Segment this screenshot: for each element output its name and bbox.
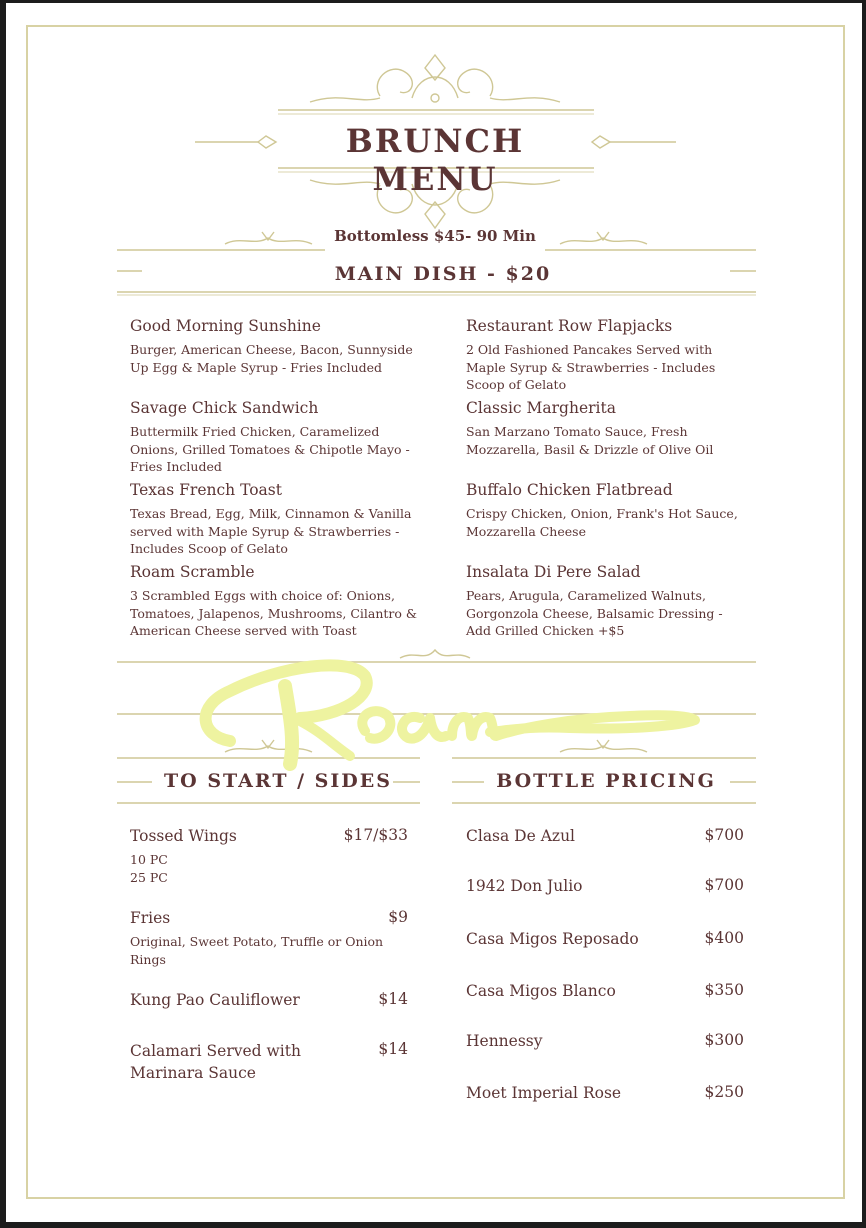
- menu-subtitle: Bottomless $45- 90 Min: [334, 227, 536, 245]
- bottle-item: [466, 929, 686, 949]
- item-description: 2 Old Fashioned Pancakes Served with Maple Syrup & Strawberries - Includes Scoop of Gelato: [466, 342, 716, 392]
- bottle-price: $400: [704, 929, 744, 947]
- item-name: Calamari Served with Marinara Sauce: [130, 1042, 301, 1082]
- item-name: Restaurant Row Flapjacks: [466, 317, 673, 335]
- menu-item: [130, 398, 420, 476]
- item-name: Classic Margherita: [466, 399, 616, 417]
- item-price: $14: [378, 1040, 408, 1058]
- bottle-name: Hennessy: [466, 1032, 543, 1050]
- bottle-item: [466, 1083, 686, 1103]
- bottle-name: Moet Imperial Rose: [466, 1084, 622, 1102]
- item-name: Good Morning Sunshine: [130, 317, 321, 335]
- item-name: Kung Pao Cauliflower: [130, 991, 300, 1009]
- item-description: Burger, American Cheese, Bacon, Sunnyside Up Egg & Maple Syrup - Fries Included: [130, 342, 413, 375]
- menu-item: [466, 316, 751, 394]
- item-description: Original, Sweet Potato, Truffle or Onion Rings: [130, 934, 384, 967]
- menu-item: [130, 1040, 320, 1084]
- menu-title: BRUNCH MENU: [345, 122, 525, 198]
- item-price: $14: [378, 990, 408, 1008]
- bottle-item: [466, 981, 686, 1001]
- main-dish-heading: MAIN DISH - $20: [334, 263, 552, 285]
- bottle-name: 1942 Don Julio: [466, 877, 583, 895]
- item-option: 25 PC: [130, 869, 168, 885]
- menu-item: [130, 480, 420, 558]
- bottle-item: [466, 826, 686, 846]
- bottle-price: $300: [704, 1031, 744, 1049]
- bottle-name: Casa Migos Blanco: [466, 982, 616, 1000]
- bottle-price: $700: [704, 876, 744, 894]
- item-name: Fries: [130, 909, 171, 927]
- menu-item: [466, 398, 751, 458]
- item-price: $9: [388, 908, 408, 926]
- item-description: Pears, Arugula, Caramelized Walnuts, Gorgonzola Cheese, Balsamic Dressing - Add Grilled Chicken +$5: [466, 588, 723, 638]
- bottle-price: $700: [704, 826, 744, 844]
- menu-item: [466, 562, 751, 640]
- menu-item: [130, 562, 420, 640]
- bottle-pricing-heading: BOTTLE PRICING: [496, 770, 716, 792]
- bottle-item: [466, 876, 686, 896]
- item-description: Texas Bread, Egg, Milk, Cinnamon & Vanilla served with Maple Syrup & Strawberries - Includes Scoop of Gelato: [130, 506, 412, 556]
- bottle-name: Casa Migos Reposado: [466, 930, 639, 948]
- item-name: Roam Scramble: [130, 563, 255, 581]
- roam-logo-icon: [190, 646, 700, 771]
- item-name: Insalata Di Pere Salad: [466, 563, 641, 581]
- sides-heading: TO START / SIDES: [164, 770, 392, 792]
- bottle-price: $350: [704, 981, 744, 999]
- bottle-name: Clasa De Azul: [466, 827, 576, 845]
- item-description: [130, 851, 360, 886]
- item-name: Savage Chick Sandwich: [130, 399, 319, 417]
- item-name: Tossed Wings: [130, 827, 237, 845]
- menu-item: [130, 316, 420, 376]
- item-option: 10 PC: [130, 852, 168, 867]
- item-description: Crispy Chicken, Onion, Frank's Hot Sauce, Mozzarella Cheese: [466, 506, 738, 539]
- item-name: Buffalo Chicken Flatbread: [466, 481, 673, 499]
- top-flourish-icon: [310, 55, 560, 102]
- item-price: $17/$33: [343, 826, 408, 844]
- item-description: 3 Scrambled Eggs with choice of: Onions, Tomatoes, Jalapenos, Mushrooms, Cilantro & American Cheese served with Toast: [130, 588, 417, 638]
- item-description: San Marzano Tomato Sauce, Fresh Mozzarella, Basil & Drizzle of Olive Oil: [466, 424, 714, 457]
- bottle-item: [466, 1031, 686, 1051]
- bottle-price: $250: [704, 1083, 744, 1101]
- item-name: Texas French Toast: [130, 481, 282, 499]
- menu-item: [466, 480, 751, 540]
- item-description: Buttermilk Fried Chicken, Caramelized Onions, Grilled Tomatoes & Chipotle Mayo - Fries Included: [130, 424, 410, 474]
